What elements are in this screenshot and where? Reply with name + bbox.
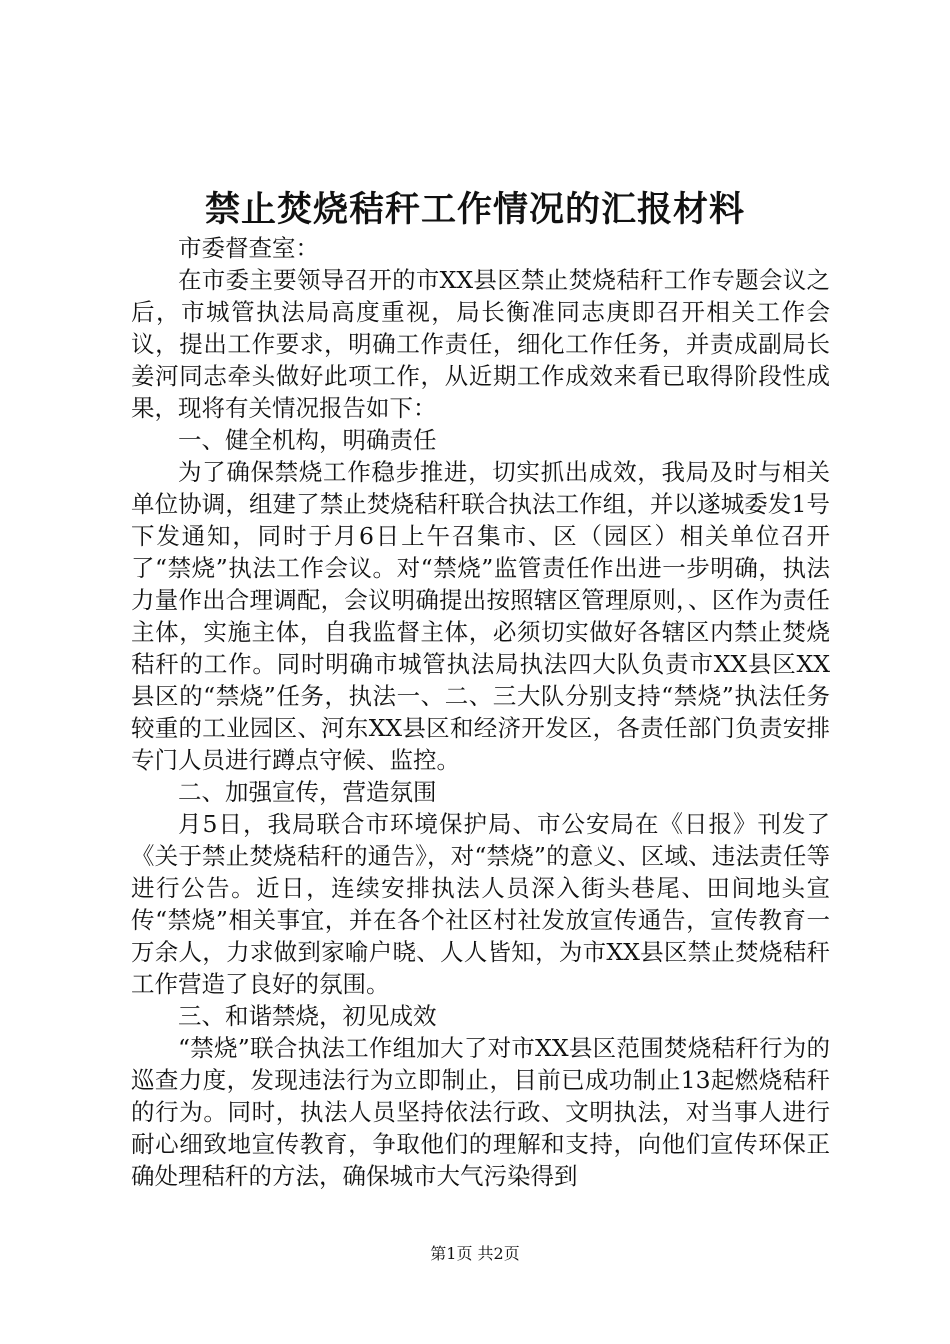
document-title: 禁止焚烧秸秆工作情况的汇报材料 [204,189,745,230]
section-heading: 三、和谐禁烧，初见成效 [178,1002,437,1030]
section-heading: 一、健全机构，明确责任 [178,426,437,454]
salutation: 市委督查室： [178,234,319,262]
section-heading: 二、加强宣传，营造氛围 [178,778,437,806]
page-footer: 第1页 共2页 [430,1244,520,1263]
section-paragraph: 月5日，我局联合市环境保护局、市公安局在《日报》刊发了《关于禁止焚烧秸秆的通告》，对“禁烧”的意义、区域、违法责任等进行公告。近日，连续安排执法人员深入街头巷尾、田间地头宣传“禁烧”相关事宜，并在各个社区村社发放宣传通告，宣传教育一万余人，力求做到家喻户晓、人人皆知，为市XX县区禁止焚烧秸秆工作营造了良好的氛围。 [131,810,830,998]
section-paragraph: “禁烧”联合执法工作组加大了对市XX县区范围焚烧秸秆行为的巡查力度，发现违法行为立即制止，目前已成功制止13起燃烧秸秆的行为。同时，执法人员坚持依法行政、文明执法，对当事人进行耐心细致地宣传教育，争取他们的理解和支持，向他们宣传环保正确处理秸秆的方法，确保城市大气污染得到 [131,1034,830,1190]
section-paragraph: 为了确保禁烧工作稳步推进，切实抓出成效，我局及时与相关单位协调，组建了禁止焚烧秸秆联合执法工作组，并以遂城委发1号下发通知，同时于月6日上午召集市、区（园区）相关单位召开了“禁烧”执法工作会议。对“禁烧”监管责任作出进一步明确，执法力量作出合理调配，会议明确提出按照辖区管理原则，、区作为责任主体，实施主体，自我监督主体，必须切实做好各辖区内禁止焚烧秸秆的工作。同时明确市城管执法局执法四大队负责市XX县区XX县区的“禁烧”任务，执法一、二、三大队分别支持“禁烧”执法任务较重的工业园区、河东XX县区和经济开发区，各责任部门负责安排专门人员进行蹲点守候、监控。 [131,458,830,774]
document-body [131,232,830,1192]
intro-paragraph: 在市委主要领导召开的市XX县区禁止焚烧秸秆工作专题会议之后，市城管执法局高度重视，局长衡准同志庚即召开相关工作会议，提出工作要求，明确工作责任，细化工作任务，并责成副局长姜河同志牵头做好此项工作，从近期工作成效来看已取得阶段性成果，现将有关情况报告如下： [131,266,830,422]
